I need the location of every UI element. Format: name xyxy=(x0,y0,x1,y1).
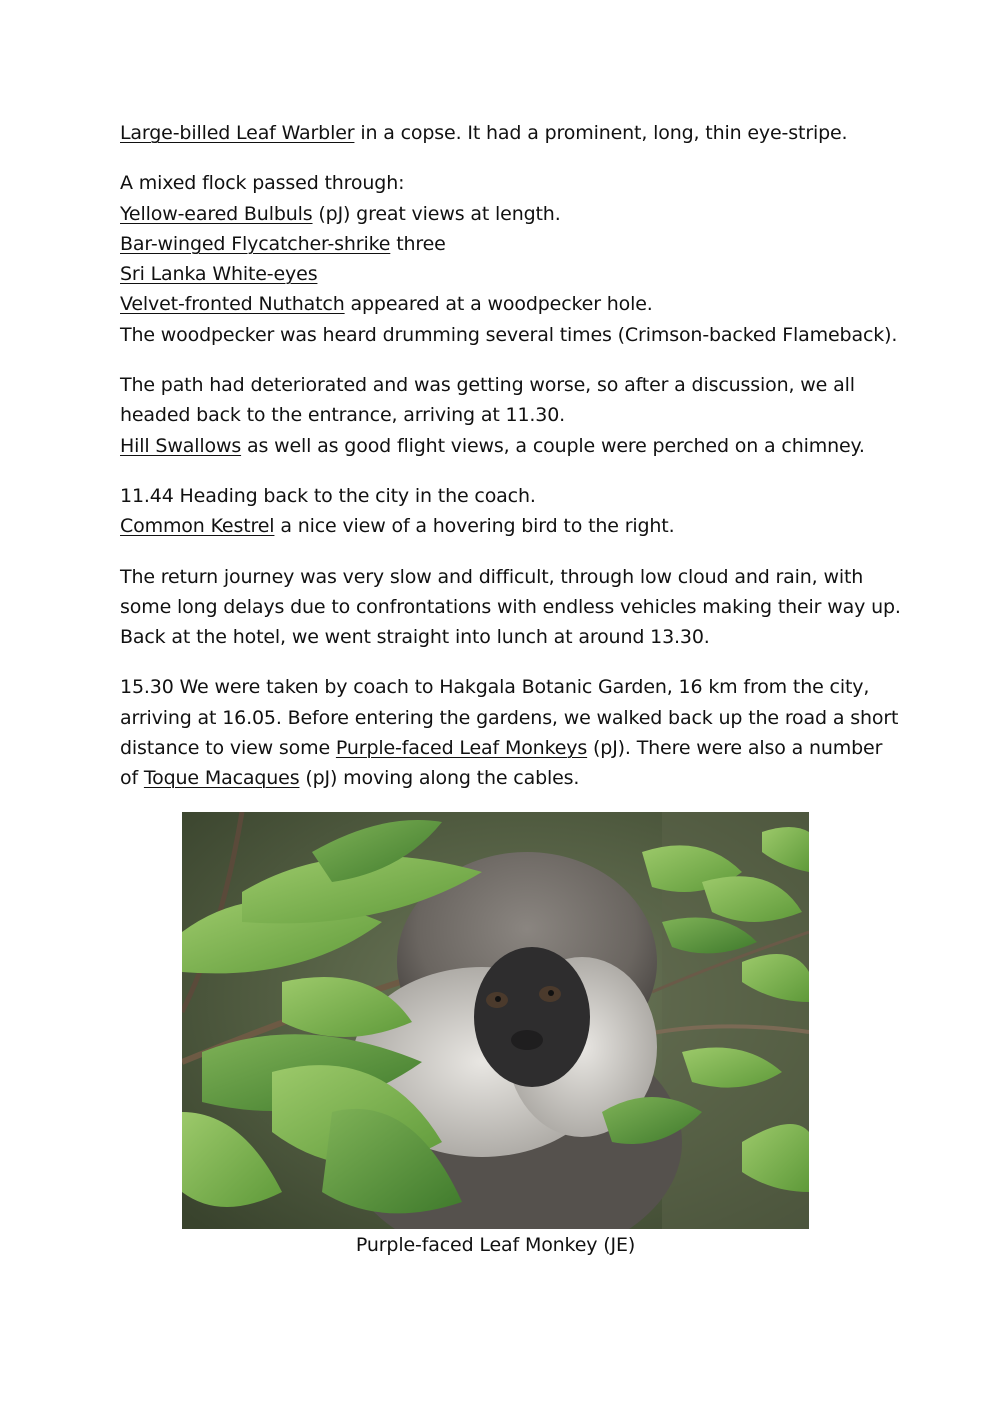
text-span: in a copse. It had a prominent, long, thin eye-stripe. xyxy=(354,122,848,144)
text-line: The woodpecker was heard drumming several times (Crimson-backed Flameback). xyxy=(120,323,898,346)
monkey-photo xyxy=(182,812,809,1229)
text-line: The return journey was very slow and difficult, through low cloud and rain, with xyxy=(120,565,864,588)
paragraph-return-journey xyxy=(120,562,901,653)
species-link-velvet-fronted-nuthatch[interactable]: Velvet-fronted Nuthatch xyxy=(120,293,345,316)
paragraph-hakgala xyxy=(120,672,899,793)
text-span: distance to view some xyxy=(120,737,336,760)
text-span: three xyxy=(390,232,446,255)
text-span: of xyxy=(120,767,144,790)
text-line xyxy=(120,733,883,763)
species-link-bar-winged-flycatcher-shrike[interactable]: Bar-winged Flycatcher-shrike xyxy=(120,232,391,255)
species-link-sri-lanka-white-eye[interactable]: Sri Lanka White-eyes xyxy=(120,263,318,286)
text-line: arriving at 16.05. Before entering the gardens, we walked back up the road a short xyxy=(120,706,899,729)
text-line: Back at the hotel, we went straight into lunch at around 13.30. xyxy=(120,626,710,649)
paragraph-coach xyxy=(120,481,876,542)
paragraph-path xyxy=(120,370,876,461)
text-line: some long delays due to confrontations with endless vehicles making their way up. xyxy=(120,595,901,618)
text-line: The path had deteriorated and was getting worse, so after a discussion, we all xyxy=(120,374,855,397)
text-line: A mixed flock passed through: xyxy=(120,172,405,195)
text-span: (pJ). There were also a number xyxy=(587,737,883,760)
text-line xyxy=(120,289,876,319)
monkey-photo-illustration xyxy=(182,812,809,1229)
species-link-common-kestrel[interactable]: Common Kestrel xyxy=(120,515,275,538)
text-span: appeared at a woodpecker hole. xyxy=(344,293,653,316)
text-line: 11.44 Heading back to the city in the coach. xyxy=(120,484,536,507)
species-link-hill-swallow[interactable]: Hill Swallows xyxy=(120,434,242,457)
text-line xyxy=(120,431,876,461)
species-link-yellow-eared-bulbul[interactable]: Yellow-eared Bulbuls xyxy=(120,202,313,225)
text-line xyxy=(120,229,876,259)
paragraph-warbler xyxy=(120,118,876,148)
text-line xyxy=(120,199,876,229)
text-span: (pJ) moving along the cables. xyxy=(299,767,580,790)
text-span: as well as good flight views, a couple were perched on a chimney. xyxy=(241,434,865,457)
photo-caption: Purple-faced Leaf Monkey (JE) xyxy=(355,1234,636,1256)
paragraph-mixed-flock xyxy=(120,168,898,350)
text-span: (pJ) great views at length. xyxy=(312,202,561,225)
document-body xyxy=(120,118,901,814)
species-link-large-billed-leaf-warbler[interactable]: Large-billed Leaf Warbler xyxy=(120,122,355,144)
species-link-purple-faced-leaf-monkey[interactable]: Purple-faced Leaf Monkeys xyxy=(335,737,588,760)
text-line xyxy=(120,118,876,148)
text-line xyxy=(120,763,876,793)
text-line: headed back to the entrance, arriving at 11.30. xyxy=(120,404,566,427)
text-span: a nice view of a hovering bird to the right. xyxy=(274,515,675,538)
text-line xyxy=(120,259,876,289)
text-line xyxy=(120,511,876,541)
species-link-toque-macaque[interactable]: Toque Macaques xyxy=(143,767,300,790)
text-line: 15.30 We were taken by coach to Hakgala Botanic Garden, 16 km from the city, xyxy=(120,676,870,699)
